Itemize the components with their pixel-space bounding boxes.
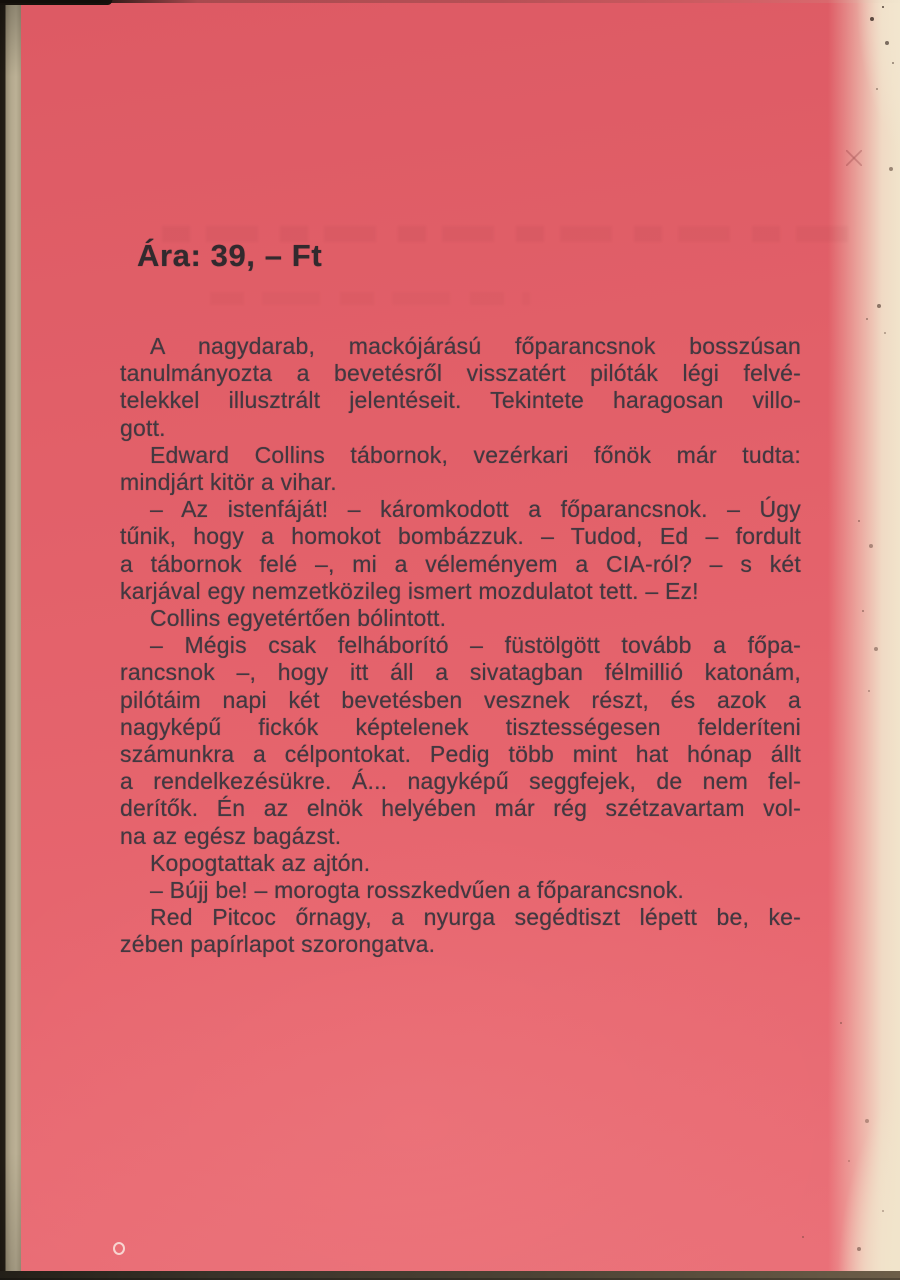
blurb-text-line: mindjárt kitör a vihar. [120, 469, 337, 496]
blurb-text-line: Kopogtattak az ajtón. [150, 849, 371, 876]
showthrough-ghost-text [210, 292, 530, 305]
blurb-text-line: zében papírlapot szorongatva. [120, 931, 436, 958]
blurb-text-line: – Bújj be! – morogta rosszkedvűen a főparancsnok. [150, 877, 684, 904]
blurb-text-line: rancsnok –, hogy itt áll a sivatagban félmillió katonám, [120, 659, 801, 686]
blurb-text-line: tanulmányozta a bevetésről visszatért pilóták légi felvé- [120, 360, 801, 387]
blurb-text-line: – Mégis csak felháborító – füstölgött tovább a főpa- [150, 632, 801, 659]
blurb-text-line: a tábornok felé –, mi a véleményem a CIA-ról? – s két [120, 550, 801, 577]
blurb-text-line: na az egész bagázst. [120, 822, 342, 849]
cover-background [20, 0, 900, 1280]
blurb-text-line: Red Pitcoc őrnagy, a nyurga segédtiszt lépett be, ke- [150, 904, 801, 931]
blurb-text-line: számunkra a célpontokat. Pedig több mint hat hónap állt [120, 741, 801, 768]
blurb-text-line: – Az istenfáját! – káromkodott a főparancsnok. – Úgy [150, 496, 801, 523]
blurb-text-line: derítők. Én az elnök helyében már rég szétzavartam vol- [120, 795, 801, 822]
blurb-text-line: a rendelkezésükre. Á... nagyképű seggfejek, de nem fel- [120, 768, 801, 795]
spine-edge-strip [0, 0, 21, 1280]
blurb-text-line: Collins egyetértően bólintott. [150, 605, 447, 632]
worn-edge-fade [828, 0, 900, 1280]
scan-top-edge [0, 0, 900, 3]
blurb-text-line: tűnik, hogy a homokot bombázzuk. – Tudod, Ed – fordult [120, 523, 801, 550]
blurb-text-line: A nagydarab, mackójárású főparancsnok bosszúsan [150, 333, 801, 359]
price-label: Ára: 39, – Ft [137, 238, 323, 273]
blurb-text-line: gott. [120, 414, 166, 441]
blurb-text-line: pilótáim napi két bevetésben vesznek részt, és azok a [120, 686, 801, 713]
pencil-x-mark [846, 150, 862, 166]
blurb-text-line: telekkel illusztrált jelentéseit. Tekintete haragosan villo- [120, 387, 801, 414]
back-cover-blurb [120, 333, 801, 959]
blurb-text-line: karjával egy nemzetközileg ismert mozdulatot tett. – Ez! [120, 577, 699, 604]
scan-bottom-edge [0, 1271, 900, 1280]
printers-ring-mark [113, 1242, 125, 1255]
blurb-text-line: Edward Collins tábornok, vezérkari főnök már tudta: [150, 441, 801, 468]
blurb-text-line: nagyképű fickók képtelenek tisztességesen felderíteni [120, 713, 801, 740]
